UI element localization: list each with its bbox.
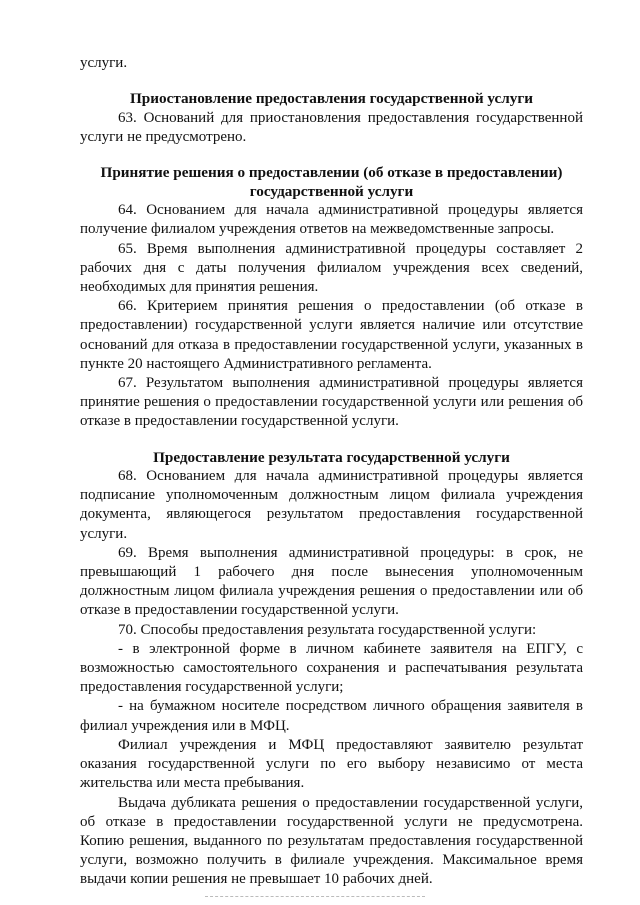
section-heading-suspension: Приостановление предоставления государственной услуги — [129, 90, 534, 108]
paragraph-70: 70. Способы предоставления результата государственной услуги: — [118, 621, 537, 638]
paragraph-66: 66. Критерием принятия решения о предоставлении (об отказе в предоставлении) государственной услуги является наличие или отсутствие оснований для отказа в предоставлении государственной услуги, указанных в пункте 20 настоящего Административного регламента. — [80, 298, 583, 372]
paragraph-branch-mfc: Филиал учреждения и МФЦ предоставляют заявителю результат оказания государственной услуги по его выбору независимо от места жительства или места пребывания. — [80, 736, 583, 792]
section-heading-decision-line-2: государственной услуги — [249, 182, 414, 200]
list-item-electronic: - в электронной форме в личном кабинете заявителя на ЕПГУ, с возможностью самостоятельного сохранения и распечатывания результата предоставления государственной услуги; — [80, 640, 583, 696]
section-heading-decision-line-1: Принятие решения о предоставлении (об отказе в предоставлении) — [100, 164, 563, 182]
paragraph-duplicate: Выдача дубликата решения о предоставлении государственной услуги, об отказе в предоставлении государственной услуги не предусмотрена. Копию решения, выданного по результатам предоставления государственной услуги, возможно получить в филиале учреждения. Максимальное время выдачи копии решения не превышает 10 рабочих дней. — [80, 794, 583, 888]
paragraph-64: 64. Основанием для начала административной процедуры является получение филиалом учреждения ответов на межведомственные запросы. — [80, 202, 583, 238]
paragraph-69: 69. Время выполнения административной процедуры: в срок, не превышающий 1 рабочего дня после вынесения уполномоченным должностным лицом филиала учреждения решения о предоставлении или об отказе в предоставлении государственной услуги. — [80, 544, 583, 619]
paragraph-63: 63. Оснований для приостановления предоставления государственной услуги не предусмотрено. — [80, 109, 583, 145]
paragraph-68: 68. Основанием для начала административной процедуры является подписание уполномоченным должностным лицом филиала учреждения документа, являющегося результатом предоставления государственной услуги. — [80, 468, 583, 542]
list-item-paper: - на бумажном носителе посредством личного обращения заявителя в филиал учреждения или в МФЦ. — [80, 698, 583, 734]
continuation-text: услуги. — [80, 55, 128, 71]
section-heading-result: Предоставление результата государственной услуги — [153, 448, 510, 466]
paragraph-67: 67. Результатом выполнения административной процедуры является принятие решения о предоставлении государственной услуги или решения об отказе в предоставлении государственной услуги. — [80, 374, 583, 430]
paragraph-65: 65. Время выполнения административной процедуры составляет 2 рабочих дня с даты получения филиалом учреждения всех сведений, необходимых для принятия решения. — [80, 240, 583, 295]
page-bottom-rule — [205, 896, 425, 897]
